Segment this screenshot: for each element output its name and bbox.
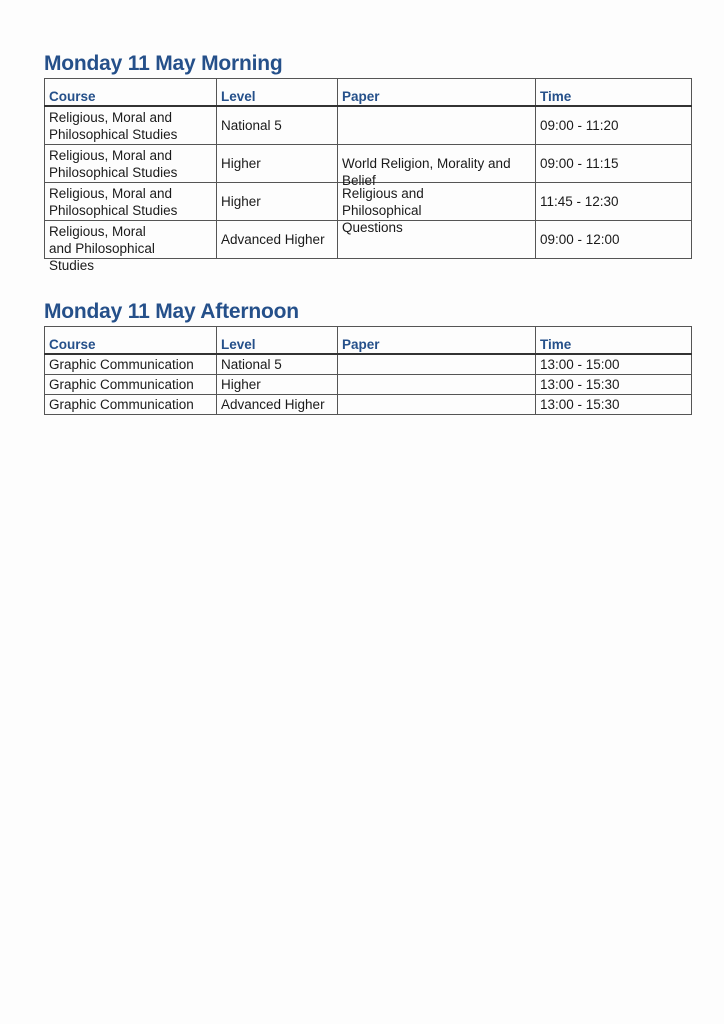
level-cell: Higher	[217, 375, 338, 395]
course-cell: Graphic Communication	[45, 354, 217, 375]
paper-cell	[338, 183, 536, 235]
table-row	[45, 183, 692, 221]
course-cell: Religious, Moral and Philosophical Studies	[45, 106, 217, 145]
level-cell: Higher	[217, 145, 338, 183]
column-header-level: Level	[217, 327, 338, 355]
level-cell: Higher	[217, 183, 338, 221]
table-row	[45, 106, 692, 145]
column-header-paper: Paper	[338, 79, 536, 107]
table-row	[45, 375, 692, 395]
time-cell: 13:00 - 15:00	[536, 354, 692, 375]
time-cell: 09:00 - 11:15	[536, 145, 692, 183]
afternoon-timetable	[44, 326, 692, 415]
table-row	[45, 354, 692, 375]
time-cell: 11:45 - 12:30	[536, 183, 692, 221]
course-cell: Graphic Communication	[45, 395, 217, 415]
time-cell: 09:00 - 11:20	[536, 106, 692, 145]
paper-cell	[338, 145, 536, 188]
column-header-time: Time	[536, 327, 692, 355]
course-cell: Graphic Communication	[45, 375, 217, 395]
column-header-paper: Paper	[338, 327, 536, 355]
paper-cell	[338, 395, 536, 415]
level-cell: Advanced Higher	[217, 221, 338, 259]
level-cell: Advanced Higher	[217, 395, 338, 415]
table-header-row	[45, 79, 692, 107]
level-cell: National 5	[217, 106, 338, 145]
paper-text: World Religion, Morality and Belief	[342, 156, 511, 188]
course-text: Religious, Moral and Philosophical Studies	[49, 224, 155, 273]
column-header-course: Course	[45, 79, 217, 107]
section-title-morning: Monday 11 May Morning	[44, 52, 283, 75]
paper-cell	[338, 375, 536, 395]
table-row	[45, 145, 692, 183]
paper-cell	[338, 354, 536, 375]
time-cell: 13:00 - 15:30	[536, 375, 692, 395]
time-cell: 09:00 - 12:00	[536, 221, 692, 259]
level-cell: National 5	[217, 354, 338, 375]
column-header-time: Time	[536, 79, 692, 107]
morning-timetable	[44, 78, 692, 273]
course-cell: Religious, Moral and Philosophical Studies	[45, 183, 217, 221]
column-header-level: Level	[217, 79, 338, 107]
paper-text: Religious and Philosophical Questions	[342, 186, 424, 235]
paper-cell	[338, 106, 536, 145]
table-header-row	[45, 327, 692, 355]
section-title-afternoon: Monday 11 May Afternoon	[44, 300, 299, 323]
column-header-course: Course	[45, 327, 217, 355]
course-cell: Religious, Moral and Philosophical Studies	[45, 145, 217, 183]
time-cell: 13:00 - 15:30	[536, 395, 692, 415]
course-cell	[45, 221, 217, 273]
table-row	[45, 395, 692, 415]
